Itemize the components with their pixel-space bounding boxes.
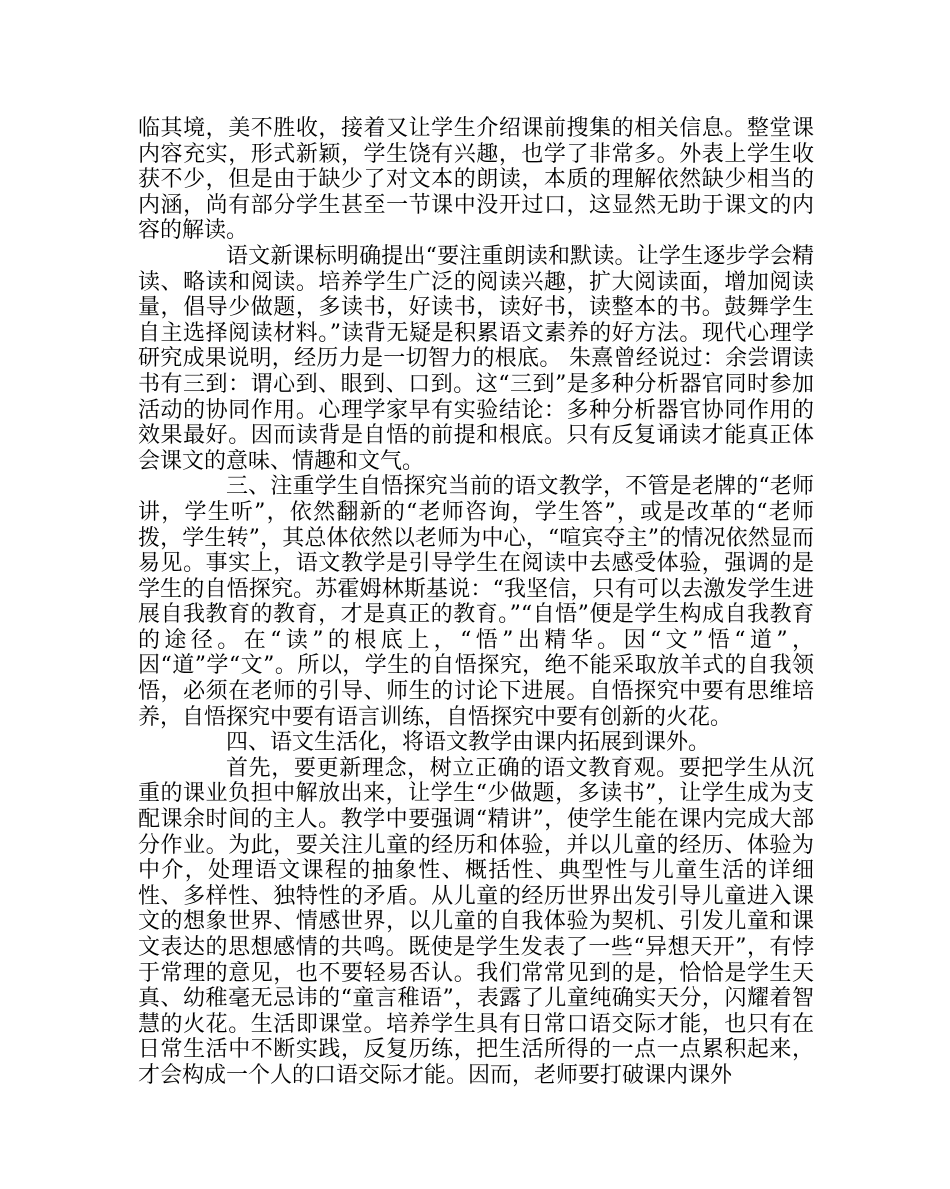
paragraph-new-concepts: 首先，要更新理念，树立正确的语文教育观。要把学生从沉重的课业负担中解放出来，让学生“少做题，多读书”，让学生成为支配课余时间的主人。教学中要强调“精讲”，使学生能在课内完成大部分作业。为此，要关注儿童的经历和体验，并以儿童的经历、体验为中介，处理语文课程的抽象性、概括性、典型性与儿童生活的详细性、多样性、独特性的矛盾。从儿童的经历世界出发引导儿童进入课文的想象世界、情感世界，以儿童的自我体验为契机、引发儿童和课文表达的思想感情的共鸣。既使是学生发表了一些“异想天开”，有悖于常理的意见，也不要轻易否认。我们常常见到的是，恰恰是学生天真、幼稚毫无忌讳的“童言稚语”，表露了儿童纯确实天分，闪耀着智慧的火花。生活即课堂。培养学生具有日常口语交际才能，也只有在日常生活中不断实践，反复历练，把生活所得的一点一点累积起来，才会构成一个人的口语交际才能。因而，老师要打破课内课外 xyxy=(138,755,814,1088)
paragraph-continuation: 临其境，美不胜收，接着又让学生介绍课前搜集的相关信息。整堂课内容充实，形式新颖，学生饶有兴趣，也学了非常多。外表上学生收获不少，但是由于缺少了对文本的朗读，本质的理解依然缺少相当的内涵，尚有部分学生甚至一节课中没开过口，这显然无助于课文的内容的解读。 xyxy=(138,116,814,244)
paragraph-self-inquiry: 三、注重学生自悟探究当前的语文教学，不管是老牌的“老师讲，学生听”，依然翻新的“老师咨询，学生答”，或是改革的“老师拨，学生转”，其总体依然以老师为中心，“喧宾夺主”的情况依然显而易见。事实上，语文教学是引导学生在阅读中去感受体验，强调的是学生的自悟探究。苏霍姆林斯基说：“我坚信，只有可以去激发学生进展自我教育的教育，才是真正的教育。”“自悟”便是学生构成自我教育的途径。在“读”的根底上，“悟”出精华。因“文”悟“道”，因“道”学“文”。所以，学生的自悟探究，绝不能采取放羊式的自我领悟，必须在老师的引导、师生的讨论下进展。自悟探究中要有思维培养，自悟探究中要有语言训练，自悟探究中要有创新的火花。 xyxy=(138,474,814,730)
document-body xyxy=(138,116,814,1089)
paragraph-reading-aloud: 语文新课标明确提出“要注重朗读和默读。让学生逐步学会精读、略读和阅读。培养学生广泛的阅读兴趣，扩大阅读面，增加阅读量，倡导少做题，多读书，好读书，读好书，读整本的书。鼓舞学生自主选择阅读材料。”读背无疑是积累语文素养的好方法。现代心理学研究成果说明，经历力是一切智力的根底。 朱熹曾经说过：余尝谓读书有三到：谓心到、眼到、口到。这“三到”是多种分析器官同时参加活动的协同作用。心理学家早有实验结论：多种分析器官协同作用的效果最好。因而读背是自悟的前提和根底。只有反复诵读才能真正体会课文的意味、情趣和文气。 xyxy=(138,243,814,474)
section-heading-life-chinese: 四、语文生活化，将语文教学由课内拓展到课外。 xyxy=(226,730,711,756)
